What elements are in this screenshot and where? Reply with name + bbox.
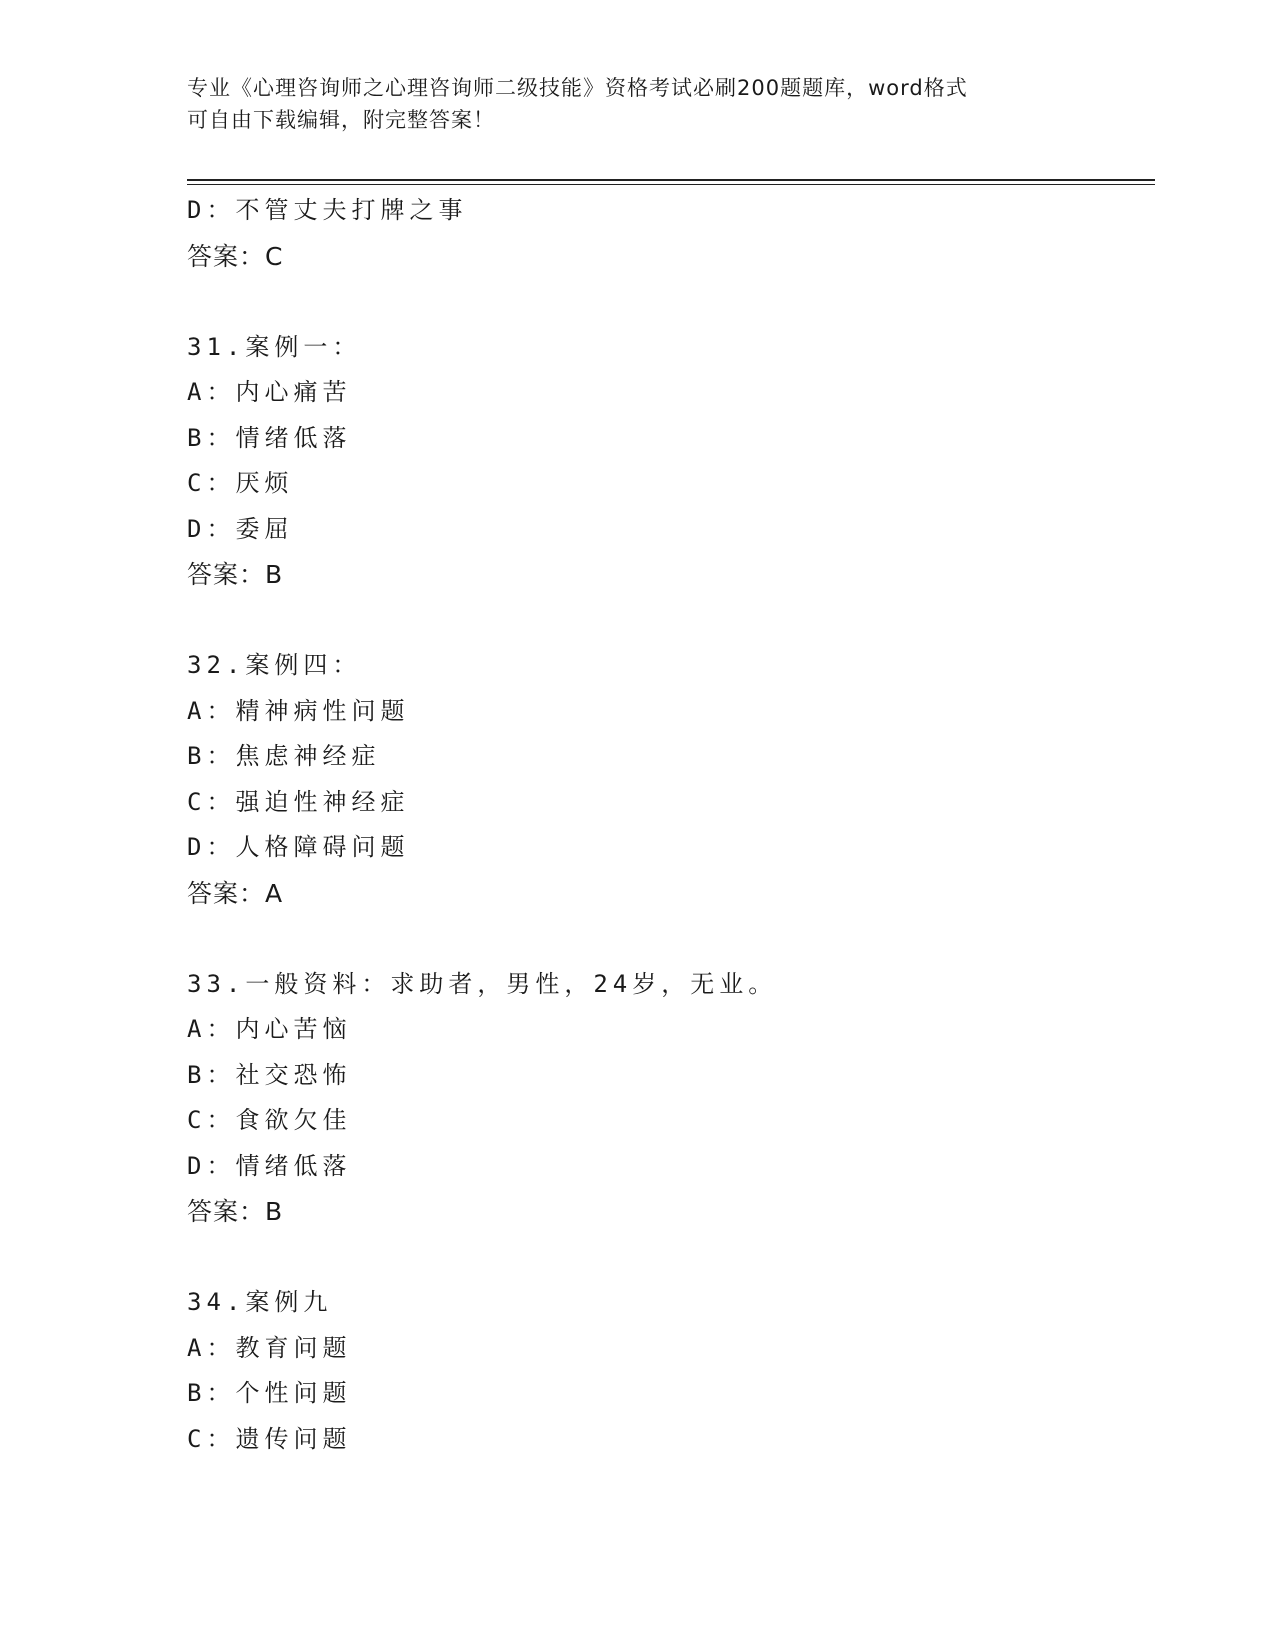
option-c: C：遗传问题 [187, 1424, 352, 1453]
spacer [187, 279, 1147, 325]
header-rule-thick [187, 179, 1155, 181]
header-line-2: 可自由下载编辑，附完整答案！ [187, 108, 495, 132]
question-33 [187, 962, 1147, 1235]
spacer [187, 1235, 1147, 1281]
option-a: A：内心苦恼 [187, 1015, 352, 1043]
answer: 答案：B [187, 1197, 284, 1226]
question-list [187, 188, 1147, 1462]
prev-answer: 答案：C [187, 241, 284, 271]
option-b: B：焦虑神经症 [187, 742, 381, 770]
spacer [187, 916, 1147, 962]
option-a: A：精神病性问题 [187, 696, 410, 725]
option-c: C：厌烦 [187, 469, 294, 497]
spacer [187, 598, 1147, 644]
question-title: 33.一般资料：求助者，男性，24岁，无业。 [187, 969, 778, 998]
option-d: D：人格障碍问题 [187, 833, 410, 861]
option-a: A：内心痛苦 [187, 378, 352, 406]
option-b: B：社交恐怖 [187, 1060, 352, 1089]
option-c: C：食欲欠佳 [187, 1106, 352, 1134]
option-a: A：教育问题 [187, 1333, 352, 1362]
header-line-1: 专业《心理咨询师之心理咨询师二级技能》资格考试必刷200题题库，word格式 [187, 76, 968, 100]
answer: 答案：B [187, 560, 284, 589]
answer: 答案：A [187, 878, 284, 908]
page-header [187, 72, 1087, 136]
question-title: 34.案例九 [187, 1288, 333, 1316]
header-rule-thin [187, 184, 1155, 185]
option-d: D：委屈 [187, 514, 294, 543]
question-34 [187, 1280, 1147, 1462]
question-32 [187, 643, 1147, 916]
option-b: B：个性问题 [187, 1379, 352, 1407]
question-31 [187, 325, 1147, 598]
prev-option-d: D：不管丈夫打牌之事 [187, 196, 468, 224]
option-b: B：情绪低落 [187, 423, 352, 452]
question-title: 31.案例一： [187, 332, 362, 361]
question-title: 32.案例四： [187, 651, 362, 679]
option-d: D：情绪低落 [187, 1151, 352, 1180]
option-c: C：强迫性神经症 [187, 787, 410, 816]
